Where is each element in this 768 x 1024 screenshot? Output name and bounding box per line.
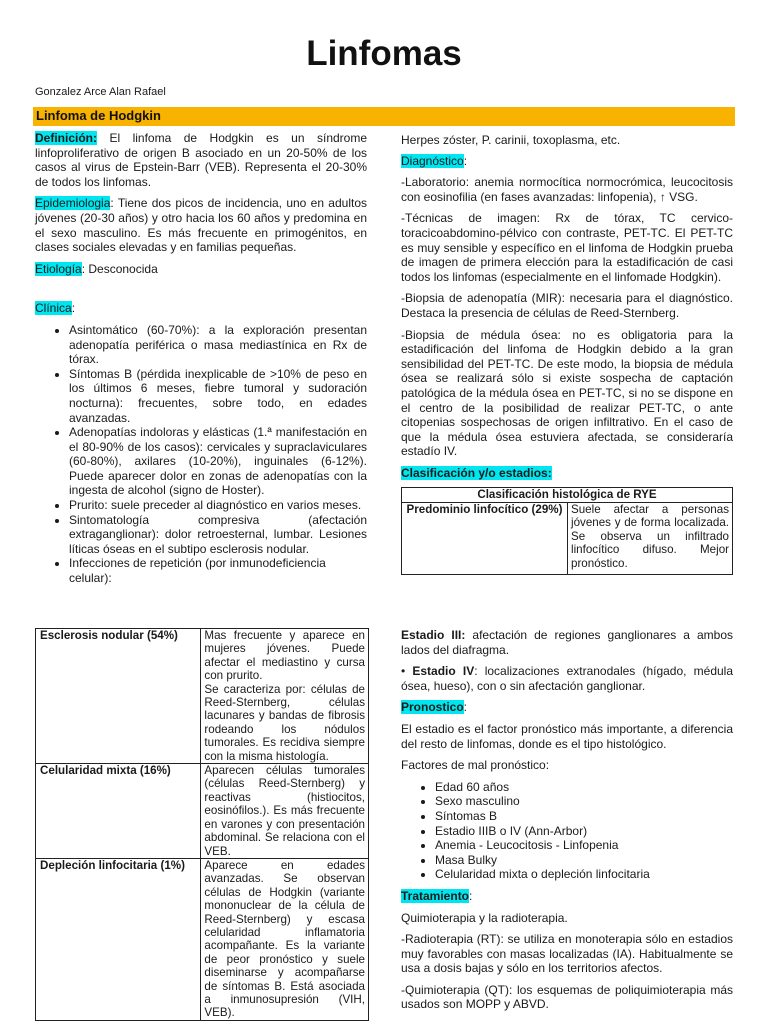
pronostico-heading (401, 700, 733, 715)
list-item: • Síntomas B (pérdida inexplicable de >10% de peso en los últimos 6 meses, fiebre tumoral y sudoración nocturna): frecuentes, sobre todo, en edades avanzadas. (69, 367, 367, 425)
table-row (402, 488, 733, 502)
epidemiologia-paragraph (35, 196, 367, 254)
infecciones-continuation: Herpes zóster, P. carinii, toxoplasma, etc. (401, 133, 621, 147)
clinica-colon: : (71, 301, 76, 316)
rye-row-left: Predominio linfocítico (29%) (402, 502, 568, 574)
clinica-label: Clínica (35, 301, 72, 316)
diagnostico-label: Diagnóstico (401, 153, 464, 168)
histology-description-cell: Aparece en edades avanzadas. Se observan células de Hodgkin (variante mononuclear de la célula de Reed-Sternberg) y escasa celularidad inflamatoria acompañante. Es la variante de peor pronóstico y suele diseminarse y acompañarse de síntomas B. Está asociada a inmunosupresión (VIH, VEB). (201, 858, 369, 1020)
left-column-page1 (35, 131, 367, 592)
clasificacion-heading (401, 466, 733, 481)
right-column-page2 (401, 628, 733, 1019)
estadio3-label: Estadio III: (401, 628, 466, 642)
definicion-text: El linfoma de Hodgkin es un síndrome linfoproliferativo de origen B asociado en un 20-50% de los casos al virus de Epstein-Barr (VEB). Representa el 20-30% de todos los linfomas. (35, 131, 367, 189)
imagen-paragraph: -Técnicas de imagen: Rx de tórax, TC cervico-toracicoabdomino-pélvico con contraste, PET-TC. El PET-TC es muy sensible y específico en el linfoma de Hodgkin prueba de imagen de primera elección para la estadificación de casi todos los linfomas (especialmente en el linfomade Hodgkin). (401, 211, 733, 284)
definicion-label: Definición: (35, 131, 97, 145)
etiologia-paragraph (35, 262, 367, 277)
histology-table-continued (35, 628, 369, 1021)
list-item: • Prurito: suele preceder al diagnóstico en varios meses. (69, 498, 367, 513)
document-title: Linfomas (306, 34, 462, 73)
estadio4-paragraph (401, 664, 733, 693)
pronostico-paragraph: El estadio es el factor pronóstico más importante, a diferencia del resto de linfomas, donde es el tipo histológico. (401, 721, 733, 751)
tratamiento-colon: : (469, 888, 473, 903)
table-row (402, 502, 733, 574)
quimioterapia-paragraph: -Quimioterapia (QT): los esquemas de poliquimioterapia más usados son MOPP y ABVD. (401, 982, 733, 1012)
definicion-paragraph (35, 131, 367, 189)
list-item: • Estadio IIIB o IV (Ann-Arbor) (435, 824, 733, 839)
right-column-page1 (401, 133, 733, 575)
diagnostico-heading (401, 154, 733, 169)
pronostico-label: Pronostico (401, 700, 464, 715)
list-item: • Adenopatías indoloras y elásticas (1.ª manifestación en el 80-90% de los casos): cervicales y supraclaviculares (60-80%), axilares (10-20%), inguinales (6-12%). Puede aparecer dolor en zonas de adenopatías con la ingesta de alcohol (signo de Hoster). (69, 425, 367, 498)
pronostico-colon: : (463, 700, 468, 715)
histology-description-cell: Aparecen células tumorales (células Reed-Sternberg) y reactivas (histiocitos, eosinófilos.). Es más frecuente en varones y con presentación abdominal. Se relaciona con el VEB. (201, 764, 369, 859)
table-row (36, 764, 369, 859)
section-title: Linfoma de Hodgkin (36, 108, 161, 123)
epidemiologia-label: Epidemiologia (35, 196, 111, 211)
list-item: • Sexo masculino (435, 794, 733, 809)
estadio4-label: Estadio IV (412, 664, 475, 679)
clinica-list (35, 323, 367, 586)
factores-list (401, 780, 733, 882)
epidemiologia-text: : Tiene dos picos de incidencia, uno en adultos jóvenes (20-30 años) y otro hacia los 60 años y predomina en el sexo masculino. Es más frecuente en primogénitos, en clases sociales elevadas y en familias pequeñas. (35, 196, 367, 255)
clinica-heading (35, 301, 367, 316)
rye-table-header: Clasificación histológica de RYE (402, 488, 733, 502)
histology-description-cell: Mas frecuente y aparece en mujeres jóvenes. Puede afectar el mediastino y cursa con prurito. Se caracteriza por: células de Reed-Sternberg, células lacunares y bandas de fibrosis rodeando los nódulos tumorales. Es recidiva siempre con la misma histología. (201, 629, 369, 764)
clasificacion-label: Clasificación y/o estadios: (401, 465, 552, 480)
estadio3-text: afectación de regiones ganglionares a ambos lados del diafragma. (401, 628, 733, 657)
spacer (35, 283, 367, 301)
list-item: • Celularidad mixta o depleción linfocitaria (435, 867, 733, 882)
section-header-bar (33, 107, 735, 126)
list-item: • Síntomas B (435, 809, 733, 824)
factores-title: Factores de mal pronóstico: (401, 758, 550, 773)
etiologia-label: Etiología (35, 261, 82, 276)
list-item: • Infecciones de repetición (por inmunodeficiencia celular): (69, 556, 367, 585)
list-item: • Edad 60 años (435, 780, 733, 795)
tratamiento-heading (401, 889, 733, 904)
tratamiento-label: Tratamiento (401, 888, 470, 903)
radioterapia-paragraph: -Radioterapia (RT): se utiliza en monoterapia sólo en estadios muy favorables con masas localizadas (IA). Habitualmente se usa a dosis bajas y sólo en los territorios afectos. (401, 932, 733, 976)
estadio4-bullet: • (401, 664, 413, 679)
list-item: • Sintomatología compresiva (afectación extraganglionar): dolor retroesternal, lumbar. Lesiones líticas óseas en el subtipo esclerosis nodular. (69, 513, 367, 557)
biopsia-adenopatia-paragraph: -Biopsia de adenopatía (MIR): necesaria para el diagnóstico. Destaca la presencia de células de Reed-Sternberg. (401, 291, 733, 320)
list-item: • Masa Bulky (435, 853, 733, 868)
tratamiento-paragraph: Quimioterapia y la radioterapia. (401, 910, 568, 925)
rye-table (401, 487, 733, 574)
list-item: • Anemia - Leucocitosis - Linfopenia (435, 838, 733, 853)
etiologia-text: : Desconocida (81, 261, 158, 276)
estadio3-paragraph (401, 628, 733, 657)
table-row (36, 858, 369, 1020)
histology-type-cell: Depleción linfocitaria (1%) (36, 858, 201, 1020)
table-row (36, 629, 369, 764)
rye-row-right: Suele afectar a personas jóvenes y de forma localizada. Se observa un infiltrado linfocítico difuso. Mejor pronóstico. (568, 502, 733, 574)
list-item: • Asintomático (60-70%): a la exploración presentan adenopatía periférica o masa mediastínica en Rx de tórax. (69, 323, 367, 367)
left-column-page2 (35, 628, 369, 1021)
estadio4-text: : localizaciones extranodales (hígado, médula ósea, hueso), con o sin afectación ganglionar. (401, 664, 734, 693)
histology-type-cell: Celularidad mixta (16%) (36, 764, 201, 859)
diagnostico-colon: : (463, 153, 468, 168)
author-name: Gonzalez Arce Alan Rafael (35, 86, 166, 98)
laboratorio-paragraph: -Laboratorio: anemia normocítica normocrómica, leucocitosis con eosinofilia (en fases avanzadas: linfopenia), ↑ VSG. (401, 175, 733, 204)
histology-type-cell: Esclerosis nodular (54%) (36, 629, 201, 764)
biopsia-medula-paragraph: -Biopsia de médula ósea: no es obligatoria para la estadificación del linfoma de Hodgkin debido a la gran sensibilidad del PET-TC. De este modo, la biopsia de médula ósea se realizará sólo si existe sospecha de captación patológica de la médula ósea en PET-TC, si no se dispone en el centro de la posibilidad de realizar PET-TC, o ante citopenias sospechosas de origen infiltrativo. En el caso de que la médula ósea estuviera afectada, se consideraría estadío IV. (401, 327, 733, 459)
